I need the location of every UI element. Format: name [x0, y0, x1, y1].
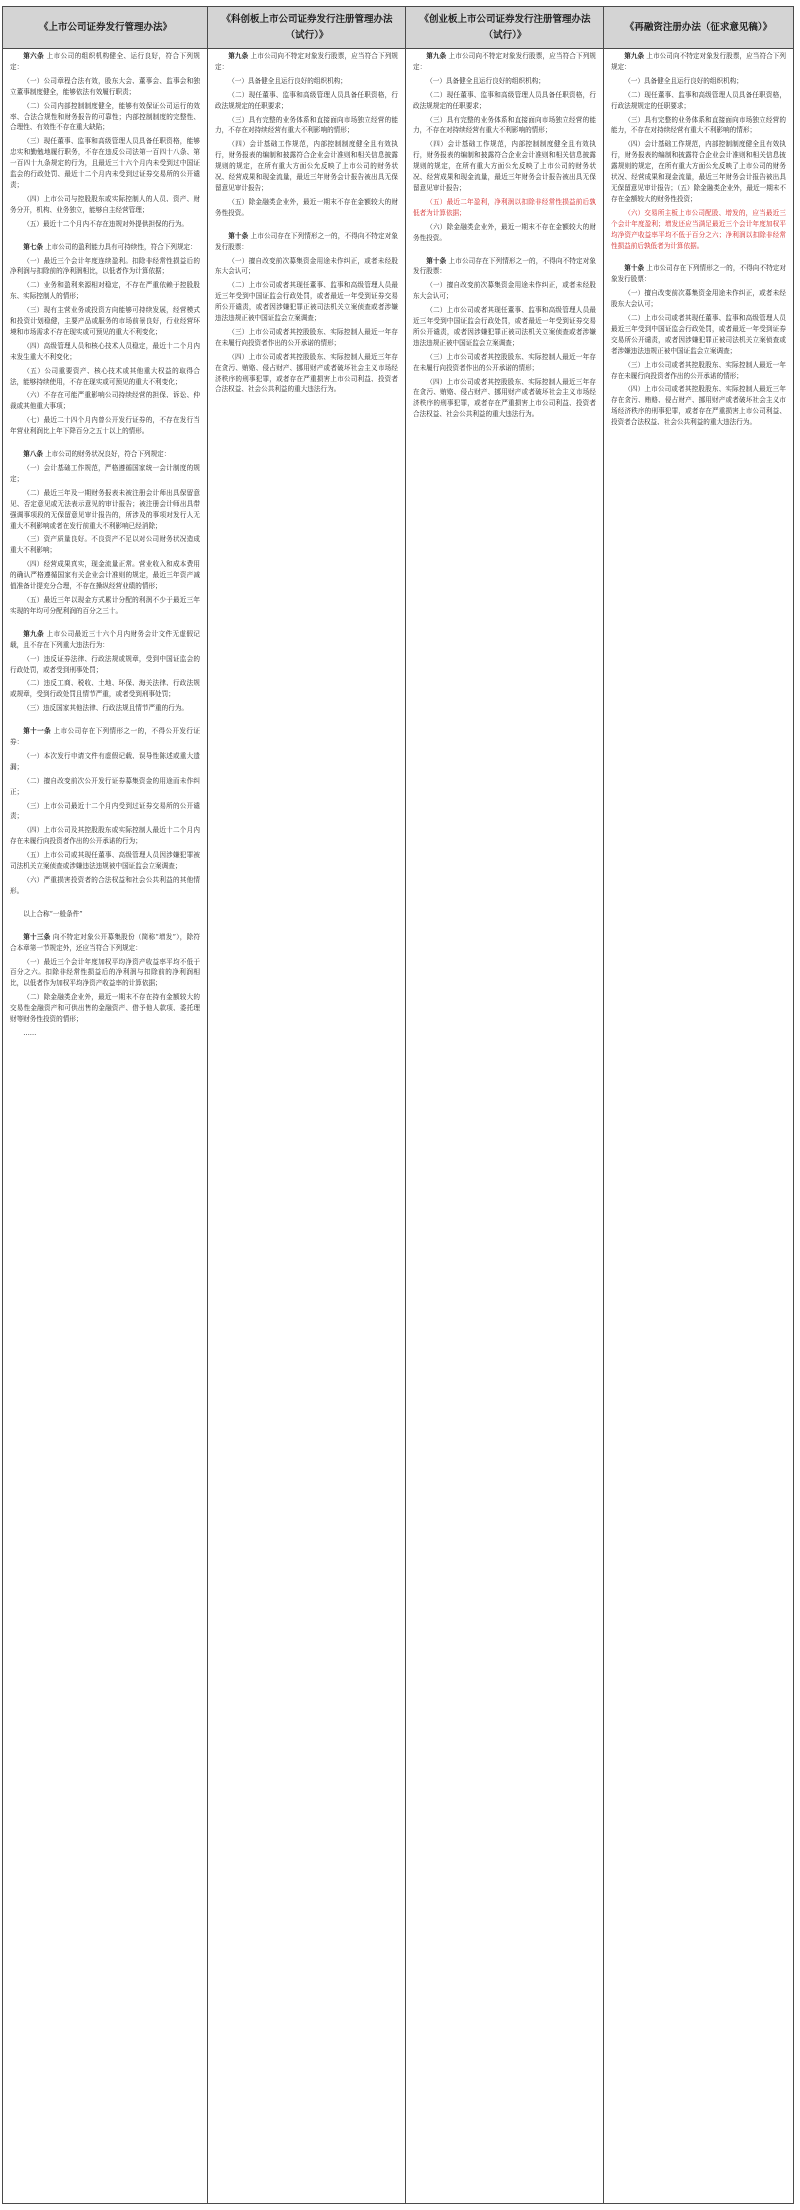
clause-paragraph [215, 90, 398, 112]
clause-paragraph [413, 377, 596, 421]
paragraph-text: （二）现任董事、监事和高级管理人员具备任职资格，行政法规规定的任职要求； [611, 90, 786, 110]
paragraph-text: （二）业务和盈利来源相对稳定，不存在严重依赖于控股股东、实际控制人的情形； [10, 281, 200, 301]
article-paragraph [611, 263, 786, 285]
article-paragraph [10, 932, 200, 954]
paragraph-text: （三）具有完整的业务体系和直接面向市场独立经营的能力，不存在对持续经营有重大不利影响的情形； [215, 115, 398, 135]
paragraph-text: 上市公司存在下列情形之一的，不得向不特定对象发行股票： [215, 231, 398, 251]
paragraph-text: （二）现任董事、监事和高级管理人员具备任职资格，行政法规规定的任职要求； [413, 90, 596, 110]
paragraph-text: （二）除金融类企业外，最近一期末不存在持有金额较大的交易性金融资产和可供出售的金融资产、借予他人款项、委托理财等财务性投资的情形； [10, 993, 200, 1024]
paragraph-text: （二）最近三年及一期财务报表未被注册会计师出具保留意见、否定意见或无法表示意见的审计报告；被注册会计师出具带强调事项段的无保留意见审计报告的，所涉及的事项对发行人无重大不利影响或者在发行前重大不利影响已经消除； [10, 488, 200, 530]
clause-paragraph [413, 197, 596, 219]
article-number: 第八条 [23, 450, 43, 459]
clause-paragraph [10, 194, 200, 216]
clause-paragraph [413, 139, 596, 194]
paragraph-text: （二）擅自改变前次公开发行证券募集资金的用途而未作纠正； [10, 776, 200, 796]
paragraph-text: （五）最近十二个月内不存在违规对外提供担保的行为。 [23, 219, 189, 228]
clause-paragraph [413, 222, 596, 244]
article-paragraph [10, 629, 200, 651]
paragraph-text: （四）会计基础工作规范，内部控制制度健全且有效执行，财务报表的编制和披露符合企业会计准则和相关信息披露规则的规定，在所有重大方面公允反映了上市公司的财务状况、经营成果和现金流量，最近三年财务会计报告被出具无保留意见审计报告； [215, 140, 398, 192]
article-number: 第十条 [426, 256, 447, 265]
paragraph-text: （一）会计基础工作规范，严格遵循国家统一会计制度的规定； [10, 464, 200, 483]
article-paragraph [215, 51, 398, 73]
clause-paragraph [611, 288, 786, 310]
paragraph-text: （三）上市公司或者其控股股东、实际控制人最近一年存在未履行向投资者作出的公开承诺的情形； [611, 360, 786, 380]
column-body-chinext-measures [406, 51, 603, 423]
clause-paragraph [10, 101, 200, 134]
paragraph-text: （六）严重损害投资者的合法权益和社会公共利益的其他情形。 [10, 876, 200, 895]
article-paragraph [10, 242, 200, 253]
paragraph-text: （三）现任董事、监事和高级管理人员具备任职资格，能够忠实和勤勉地履行职务，不存在违反公司法第一百四十八条、第一百四十九条规定的行为，且最近三十六个月内未受到过中国证监会的行政处罚、最近十二个月内未受到过证券交易所的公开谴责； [10, 137, 200, 189]
paragraph-text: 向不特定对象公开募集股份（简称“增发”），除符合本章第一节规定外，还应当符合下列规定： [10, 932, 200, 952]
paragraph-text: （一）具备健全且运行良好的组织机构； [426, 76, 545, 85]
clause-paragraph [10, 559, 200, 592]
clause-paragraph [10, 305, 200, 338]
clause-paragraph [413, 305, 596, 349]
clause-paragraph [215, 115, 398, 137]
paragraph-text: （四）上市公司及其控股股东或实际控制人最近十二个月内存在未履行向投资者作出的公开承诺的行为； [10, 826, 200, 846]
clause-paragraph [10, 341, 200, 363]
paragraph-text: （一）擅自改变前次募集资金用途未作纠正，或者未经股东大会认可； [413, 281, 596, 301]
clause-paragraph [10, 957, 200, 990]
column-body-securities-issuance-measures [3, 51, 207, 1042]
paragraph-text: 上市公司向不特定对象发行股票，应当符合下列规定： [611, 52, 787, 71]
paragraph-text: （一）违反证券法律、行政法规或规章，受到中国证监会的行政处罚，或者受到刑事处罚； [10, 654, 200, 674]
column-header-2: 《科创板上市公司证券发行注册管理办法（试行）》 [208, 7, 406, 49]
clause-paragraph [10, 850, 200, 872]
clause-paragraph [413, 280, 596, 302]
paragraph-text: （三）具有完整的业务体系和直接面向市场独立经营的能力，不存在对持续经营有重大不利影响的情形； [413, 115, 596, 135]
paragraph-text: （六）不存在可能严重影响公司持续经营的担保、诉讼、仲裁或其他重大事项； [10, 391, 200, 411]
paragraph-text: （三）违反国家其他法律、行政法规且情节严重的行为。 [23, 704, 189, 713]
paragraph-text: （二）上市公司或者其现任董事、监事和高级管理人员最近三年受到中国证监会行政处罚，或者最近一年受到证券交易所公开谴责，或者因涉嫌犯罪正被司法机关立案侦查或者涉嫌违法违规正被中国证监会立案调查； [413, 306, 596, 347]
clause-paragraph [611, 115, 786, 137]
clause-paragraph [10, 136, 200, 191]
paragraph-text: （五）最近二年盈利，净利润以扣除非经常性损益前后孰低者为计算依据； [413, 197, 596, 217]
paragraph-text: （三）上市公司或者其控股股东、实际控制人最近一年存在未履行向投资者作出的公开承诺的情形； [215, 327, 398, 347]
paragraph-text: （五）上市公司或其现任董事、高级管理人员因涉嫌犯罪被司法机关立案侦查或涉嫌违法违规被中国证监会立案调查； [10, 851, 200, 871]
clause-paragraph [215, 327, 398, 349]
clause-paragraph [10, 366, 200, 388]
clause-paragraph [413, 90, 596, 112]
clause-paragraph [10, 825, 200, 847]
clause-paragraph [215, 280, 398, 324]
clause-paragraph [10, 219, 200, 230]
paragraph-text: （五）最近三年以现金方式累计分配的利润不少于最近三年实现的年均可分配利润的百分之三十。 [10, 595, 200, 615]
clause-paragraph [611, 313, 786, 357]
paragraph-text: （四）上市公司或者其控股股东、实际控制人最近三年存在贪污、贿赂、侵占财产、挪用财产或者破坏社会主义市场经济秩序的刑事犯罪，或者存在严重损害上市公司利益、投资者合法权益、社会公共利益的重大违法行为。 [215, 352, 398, 394]
paragraph-text: （一）具备健全且运行良好的组织机构； [228, 76, 347, 85]
paragraph-text: （一）本次发行申请文件有虚假记载、误导性陈述或重大遗漏； [10, 751, 200, 771]
article-number: 第六条 [23, 52, 45, 60]
clause-paragraph [611, 208, 786, 252]
clause-paragraph [10, 703, 200, 714]
clause-paragraph [10, 909, 200, 920]
column-header-3: 《创业板上市公司证券发行注册管理办法（试行）》 [406, 7, 604, 49]
clause-paragraph [10, 488, 200, 532]
clause-paragraph [10, 654, 200, 676]
clause-paragraph [10, 1028, 200, 1039]
clause-paragraph [215, 352, 398, 396]
paragraph-text: （四）上市公司或者其控股股东、实际控制人最近三年存在贪污、贿赂、侵占财产、挪用财产或者破坏社会主义市场经济秩序的刑事犯罪，或者存在严重损害上市公司利益、投资者合法权益、社会公共利益的重大违法行为。 [413, 377, 596, 419]
article-paragraph [611, 51, 786, 73]
article-number: 第九条 [228, 52, 249, 60]
article-number: 第十条 [228, 231, 249, 240]
clause-paragraph [215, 256, 398, 278]
clause-paragraph [10, 801, 200, 823]
article-paragraph [10, 449, 200, 460]
paragraph-text: 上市公司存在下列情形之一的，不得向不特定对象发行股票： [413, 256, 596, 276]
article-paragraph [10, 726, 200, 748]
clause-paragraph [10, 595, 200, 617]
clause-paragraph [10, 678, 200, 700]
article-number: 第十条 [624, 264, 645, 273]
article-paragraph [215, 231, 398, 253]
clause-paragraph [10, 751, 200, 773]
paragraph-text: 上市公司的盈利能力具有可持续性，符合下列规定： [45, 242, 197, 251]
clause-paragraph [10, 776, 200, 798]
paragraph-text: （三）具有完整的业务体系和直接面向市场独立经营的能力，不存在对持续经营有重大不利影响的情形； [611, 115, 786, 135]
clause-paragraph [611, 90, 786, 112]
clause-paragraph [10, 463, 200, 485]
paragraph-text: （二）上市公司或者其现任董事、监事和高级管理人员最近三年受到中国证监会行政处罚，或者最近一年受到证券交易所公开谴责，或者因涉嫌犯罪正被司法机关立案侦查或者涉嫌违法违规正被中国证监会立案调查； [611, 314, 786, 355]
clause-paragraph [10, 415, 200, 437]
paragraph-text: （六）交易所主板上市公司配股、增发的，应当最近三个会计年度盈利；增发还应当满足最近三个会计年度加权平均净资产收益率平均不低于百分之六；净利润以扣除非经常性损益前后孰低者为计算依据。 [611, 208, 786, 250]
paragraph-text: …… [23, 1028, 37, 1037]
paragraph-text: 上市公司的财务状况良好，符合下列规定： [45, 450, 171, 459]
clause-paragraph [611, 139, 786, 204]
paragraph-text: （四）会计基础工作规范，内部控制制度健全且有效执行，财务报表的编制和披露符合企业会计准则和相关信息披露规则的规定，在所有重大方面公允反映了上市公司的财务状况、经营成果和现金流量，最近三年财务会计报告被出具无保留意见审计报告； [413, 140, 596, 192]
comparison-table [2, 6, 794, 2204]
clause-paragraph [215, 197, 398, 219]
article-paragraph [10, 51, 200, 73]
article-number: 第九条 [624, 52, 645, 60]
article-number: 第九条 [426, 52, 447, 60]
clause-paragraph [10, 76, 200, 98]
paragraph-text: 上市公司的组织机构健全、运行良好，符合下列规定： [10, 52, 200, 71]
paragraph-text: 上市公司向不特定对象发行股票，应当符合下列规定： [413, 52, 596, 71]
paragraph-text: 以上合称“一般条件” [23, 909, 83, 918]
paragraph-text: （四）上市公司与控股股东或实际控制人的人员、资产、财务分开，机构、业务独立，能够自主经营管理； [10, 194, 200, 214]
column-header-1: 《上市公司证券发行管理办法》 [3, 7, 208, 49]
paragraph-text: 上市公司最近三十六个月内财务会计文件无虚假记载，且不存在下列重大违法行为： [10, 629, 200, 649]
clause-paragraph [215, 139, 398, 194]
paragraph-text: （三）资产质量良好。不良资产不足以对公司财务状况造成重大不利影响； [10, 535, 200, 555]
clause-paragraph [413, 76, 596, 87]
paragraph-text: 上市公司存在下列情形之一的，不得向不特定对象发行股票： [611, 264, 787, 284]
clause-paragraph [413, 352, 596, 374]
paragraph-text: （四）经营成果真实，现金流量正常。营业收入和成本费用的确认严格遵循国家有关企业会计准则的规定，最近三年资产减值准备计提充分合理，不存在操纵经营业绩的情形； [10, 560, 200, 591]
article-paragraph [413, 256, 596, 278]
clause-paragraph [611, 384, 786, 428]
paragraph-text: （四）高级管理人员和核心技术人员稳定，最近十二个月内未发生重大不利变化； [10, 341, 200, 361]
paragraph-text: （四）会计基础工作规范，内部控制制度健全且有效执行，财务报表的编制和披露符合企业会计准则和相关信息披露规则的规定，在所有重大方面公允反映了上市公司的财务状况、经营成果和现金流量，最近三年财务会计报告被出具无保留意见审计报告；（五）除金融类企业外，最近一期末不存在金额较大的财务性投资； [611, 140, 786, 203]
clause-paragraph [10, 256, 200, 278]
paragraph-text: （五）公司重要资产、核心技术或其他重大权益的取得合法，能够持续使用，不存在现实或可预见的重大不利变化； [10, 366, 200, 386]
paragraph-text: （一）擅自改变前次募集资金用途未作纠正，或者未经股东大会认可； [215, 256, 398, 276]
paragraph-text: （一）最近三个会计年度加权平均净资产收益率平均不低于百分之六。扣除非经常性损益后的净利润与扣除前的净利润相比，以低者作为加权平均净资产收益率的计算依据； [10, 957, 200, 988]
column-header-4: 《再融资注册办法（征求意见稿）》 [604, 7, 793, 49]
clause-paragraph [611, 76, 786, 87]
clause-paragraph [413, 115, 596, 137]
article-number: 第九条 [23, 629, 45, 638]
article-paragraph [413, 51, 596, 73]
article-number: 第十一条 [23, 727, 52, 736]
clause-paragraph [611, 360, 786, 382]
column-body-draft-refinancing-measures [604, 51, 793, 431]
paragraph-text: （五）除金融类企业外，最近一期末不存在金额较大的财务性投资。 [215, 197, 398, 217]
paragraph-text: （四）上市公司或者其控股股东、实际控制人最近三年存在贪污、贿赂、侵占财产、挪用财产或者破坏社会主义市场经济秩序的刑事犯罪，或者存在严重损害上市公司利益、投资者合法权益、社会公共利益的重大违法行为。 [611, 385, 786, 427]
clause-paragraph [10, 280, 200, 302]
clause-paragraph [10, 992, 200, 1025]
column-body-star-market-measures [208, 51, 405, 398]
paragraph-text: （一）公司章程合法有效，股东大会、董事会、监事会和独立董事制度健全，能够依法有效履行职责； [10, 76, 200, 96]
paragraph-text: （一）擅自改变前次募集资金用途未作纠正，或者未经股东大会认可； [611, 289, 786, 309]
clause-paragraph [10, 875, 200, 897]
clause-paragraph [10, 534, 200, 556]
paragraph-text: （二）上市公司或者其现任董事、监事和高级管理人员最近三年受到中国证监会行政处罚，或者最近一年受到证券交易所公开谴责，或者因涉嫌犯罪正被司法机关立案侦查或者涉嫌违法违规正被中国证监会立案调查； [215, 281, 398, 323]
paragraph-text: （二）现任董事、监事和高级管理人员具备任职资格，行政法规规定的任职要求； [215, 90, 398, 110]
clause-paragraph [10, 390, 200, 412]
paragraph-text: （七）最近二十四个月内曾公开发行证券的，不存在发行当年营业利润比上年下降百分之五十以上的情形。 [10, 416, 200, 436]
paragraph-text: 上市公司存在下列情形之一的，不得公开发行证券： [10, 727, 200, 747]
paragraph-text: （一）具备健全且运行良好的组织机构； [624, 76, 743, 85]
paragraph-text: （二）违反工商、税收、土地、环保、海关法律、行政法规或规章，受到行政处罚且情节严重，或者受到刑事处罚； [10, 679, 200, 699]
article-number: 第七条 [23, 242, 43, 251]
paragraph-text: （一）最近三个会计年度连续盈利。扣除非经常性损益后的净利润与扣除前的净利润相比，以低者作为计算依据； [10, 256, 200, 276]
paragraph-text: （三）上市公司或者其控股股东、实际控制人最近一年存在未履行向投资者作出的公开承诺的情形； [413, 352, 596, 372]
paragraph-text: （三）上市公司最近十二个月内受到过证券交易所的公开谴责； [10, 801, 200, 821]
paragraph-text: （二）公司内部控制制度健全，能够有效保证公司运行的效率、合法合规性和财务报告的可靠性；内部控制制度的完整性、合理性、有效性不存在重大缺陷； [10, 101, 200, 132]
article-number: 第十三条 [23, 932, 51, 941]
paragraph-text: （六）除金融类企业外，最近一期末不存在金额较大的财务性投资。 [413, 222, 596, 242]
paragraph-text: （三）现有主营业务或投资方向能够可持续发展，经营模式和投资计划稳健，主要产品或服务的市场前景良好，行业经营环境和市场需求不存在现实或可预见的重大不利变化； [10, 306, 200, 336]
clause-paragraph [215, 76, 398, 87]
paragraph-text: 上市公司向不特定对象发行股票，应当符合下列规定： [215, 52, 398, 71]
